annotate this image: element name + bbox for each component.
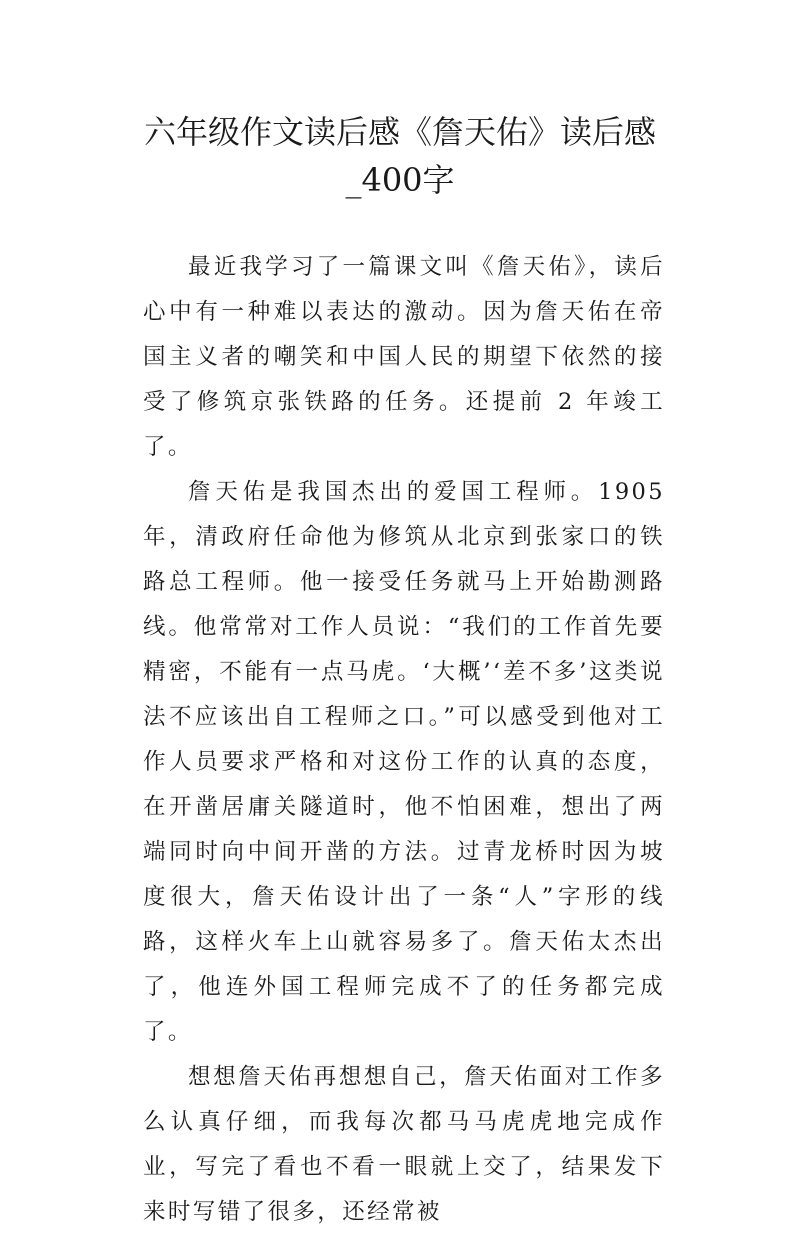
document-body xyxy=(143,245,665,1235)
document-title: 六年级作文读后感《詹天佑》读后感_400字 xyxy=(143,113,656,199)
paragraph-2: 詹天佑是我国杰出的爱国工程师。1905 年，清政府任命他为修筑从北京到张家口的铁路总工程师。他一接受任务就马上开始勘测路线。他常常对工作人员说：“我们的工作首先要精密，不能有一点马虎。‘大概’‘差不多’这类说法不应该出自工程师之口。”可以感受到他对工作人员要求严格和对这份工作的认真的态度，在开凿居庸关隧道时，他不怕困难，想出了两端同时向中间开凿的方法。过青龙桥时因为坡度很大，詹天佑设计出了一条“人”字形的线路，这样火车上山就容易多了。詹天佑太杰出了，他连外国工程师完成不了的任务都完成了。 xyxy=(143,479,665,1045)
paragraph-1: 最近我学习了一篇课文叫《詹天佑》，读后心中有一种难以表达的激动。因为詹天佑在帝国主义者的嘲笑和中国人民的期望下依然的接受了修筑京张铁路的任务。还提前 2 年竣工了。 xyxy=(143,254,665,460)
paragraph-3: 想想詹天佑再想想自己，詹天佑面对工作多么认真仔细，而我每次都马马虎虎地完成作业，写完了看也不看一眼就上交了，结果发下来时写错了很多，还经常被 xyxy=(143,1064,665,1225)
